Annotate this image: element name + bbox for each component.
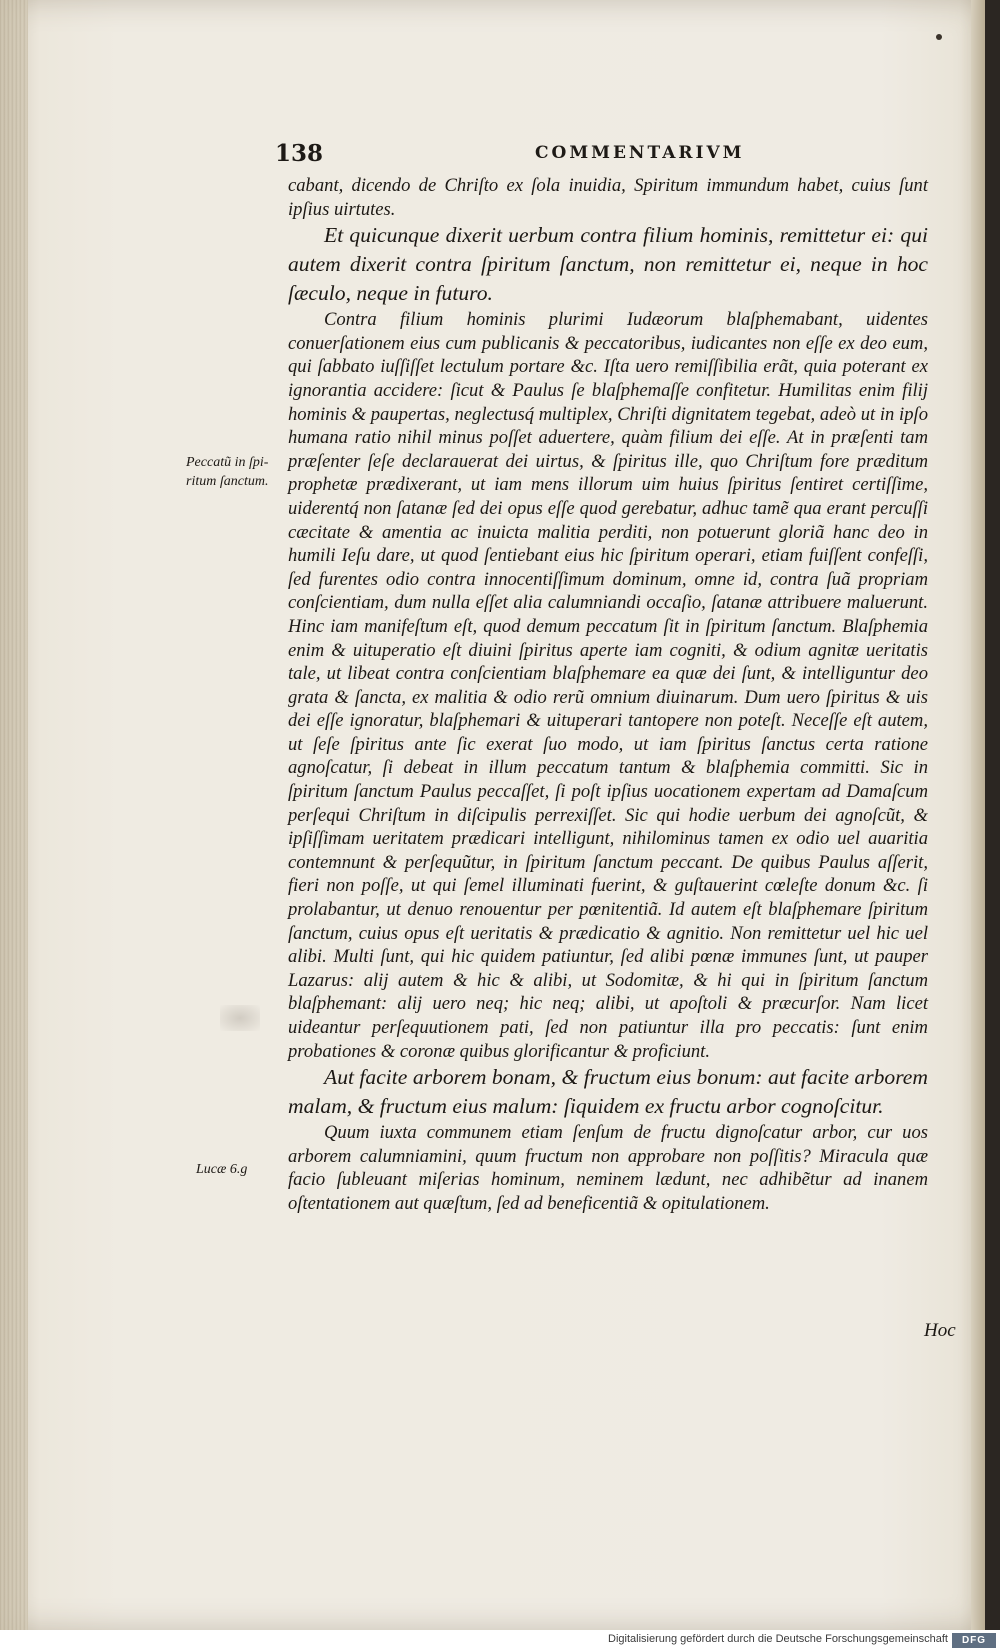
running-head bbox=[275, 140, 925, 170]
running-title: COMMENTARIVM bbox=[535, 143, 745, 163]
commentary-paragraph: cabant, dicendo de Chriſto ex ſola inuidia, Spiritum immundum habet, cuius ſunt ipſius uirtutes. bbox=[288, 175, 928, 220]
funding-credit: Digitalisierung gefördert durch die Deutsche Forschungsgemeinschaft bbox=[608, 1633, 948, 1645]
scripture-verse: Aut facite arborem bonam, & fructum eius bonum: aut facite arborem malam, & fructum eius malum: ſiquidem ex fructu arbor cognoſcitur. bbox=[288, 1065, 928, 1119]
margin-note-sin-against-spirit: Peccatũ in ſpi- ritum ſanctum. bbox=[186, 455, 269, 489]
catchword: Hoc bbox=[924, 1320, 956, 1341]
page-number: 138 bbox=[275, 140, 324, 167]
dfg-logo: DFG bbox=[952, 1633, 996, 1648]
ink-dot bbox=[936, 34, 942, 40]
main-text bbox=[288, 174, 928, 1216]
commentary-paragraph: Contra filium hominis plurimi Iudæorum blaſphemabant, uidentes conuerſationem eius cum publicanis & peccatoribus, iudicantes non eſſe ex deo eum, qui ſabbato iuſſiſſet lectulum portare &c. Iſta uero remiſſibilia erãt, quia poterant ex ignorantia accidere: ſicut & Paulus ſe blaſphemaſſe confitetur. Humilitas enim filij hominis & paupertas, neglectusq́ multiplex, Chriſti dignitatem tegebat, adeò ut in ipſo humana ratio nihil minus poſſet aduertere, quàm filium dei eſſe. At in præſenti tam præſenter ſeſe declarauerat dei uirtus, & ſpiritus ille, quo Chriſtum fore præditum prophetæ prædixerant, ut iam mens illorum uim huius ſpiritus ſentiret certiſſime, uiderentq́ non ſatanæ ſed dei opus eſſe quod gerebatur, adhuc tamẽ qua erant percuſſi cæcitate & amentia ac inuicta malitia perditi, non potuerunt gloriã hanc deo in humili Ieſu dare, ut quod ſentiebant eius hic ſpiritum operari, etiam fuiſſent confeſſi, ſed furentes odio contra innocentiſſimum dominum, omne id, contra ſuã propriam conſcientiam, dum nulla eſſet alia calumniandi occaſio, ſatanæ attribuere maluerunt. Hinc iam manifeſtum eſt, quod demum peccatum ſit in ſpiritum ſanctum. Blaſphemia enim & uituperatio eſt diuini ſpiritus aperte iam cogniti, & odium agnitæ ueritatis tale, ut libeat contra conſcientiam blaſphemare ea quæ dei ſunt, & intelliguntur deo grata & ſancta, ex malitia & odio rerũ omnium diuinarum. Dum uero ſpiritus & uis dei eſſe ignoratur, blaſphemari & uituperari tantopere non poteſt. Neceſſe eſt autem, ut ſeſe ſpiritus ante ſic exerat ſuo modo, ut iam ſpiritus ſanctus certa ratione agnoſcatur, ſi debeat in illum peccatum tantum & blaſphemia committi. Sic in ſpiritum ſanctum Paulus peccaſſet, ſi poſt ipſius uocationem expertam ad Damaſcum perſequi Chriſtum in diſcipulis perrexiſſet. Sic qui hodie uerbum dei agnoſcũt, & ipſiſſimam ueritatem prædicari intelligunt, nihilominus tamen ex odio uel auaritia contemnunt & perſequũtur, in ſpiritum ſanctum peccant. De quibus Paulus aſſerit, fieri non poſſe, ut qui ſemel illuminati fuerint, & guſtauerint cœleſte donum &c. ſi prolabantur, ut denuo renouentur per pœnitentiã. Id autem eſt blaſphemare ſpiritum ſanctum, cuius opus eſt ueritatis & prædicatio & agnitio. Non remittetur uel hic uel alibi. Multi ſunt, qui hic quidem patiuntur, ſed alibi pœnæ immunes ſunt, ut pauper Lazarus: alij autem & hic & alibi, ut Sodomitæ, & hi qui in ſpiritum ſanctum blaſphemant: alij uero neq; hic neq; alibi, ut apoſtoli & præcurſor. Nam licet uideantur perſequutionem pati, ſed non patiuntur illa pro peccatis: ſunt enim probationes & coronæ quibus glorificantur & proficiunt. bbox=[288, 309, 928, 1062]
ink-smudge bbox=[220, 1005, 260, 1031]
scripture-verse: Et quicunque dixerit uerbum contra filium hominis, remittetur ei: qui autem dixerit contra ſpiritum ſanctum, non remittetur ei, neque in hoc ſæculo, neque in futuro. bbox=[288, 223, 928, 306]
commentary-paragraph: Quum iuxta communem etiam ſenſum de fructu dignoſcatur arbor, cur uos arborem calumniamini, quum fructum non approbare non poſſitis? Miracula quæ facio ſubleuant miſerias hominum, neminem lædunt, nec adhibẽtur ad inanem oſtentationem aut quæſtum, ſed ad beneficentiã & opitulationem. bbox=[288, 1122, 928, 1214]
margin-note-luke-reference: Lucæ 6.g bbox=[196, 1162, 248, 1177]
footer-bar bbox=[0, 1630, 1000, 1651]
